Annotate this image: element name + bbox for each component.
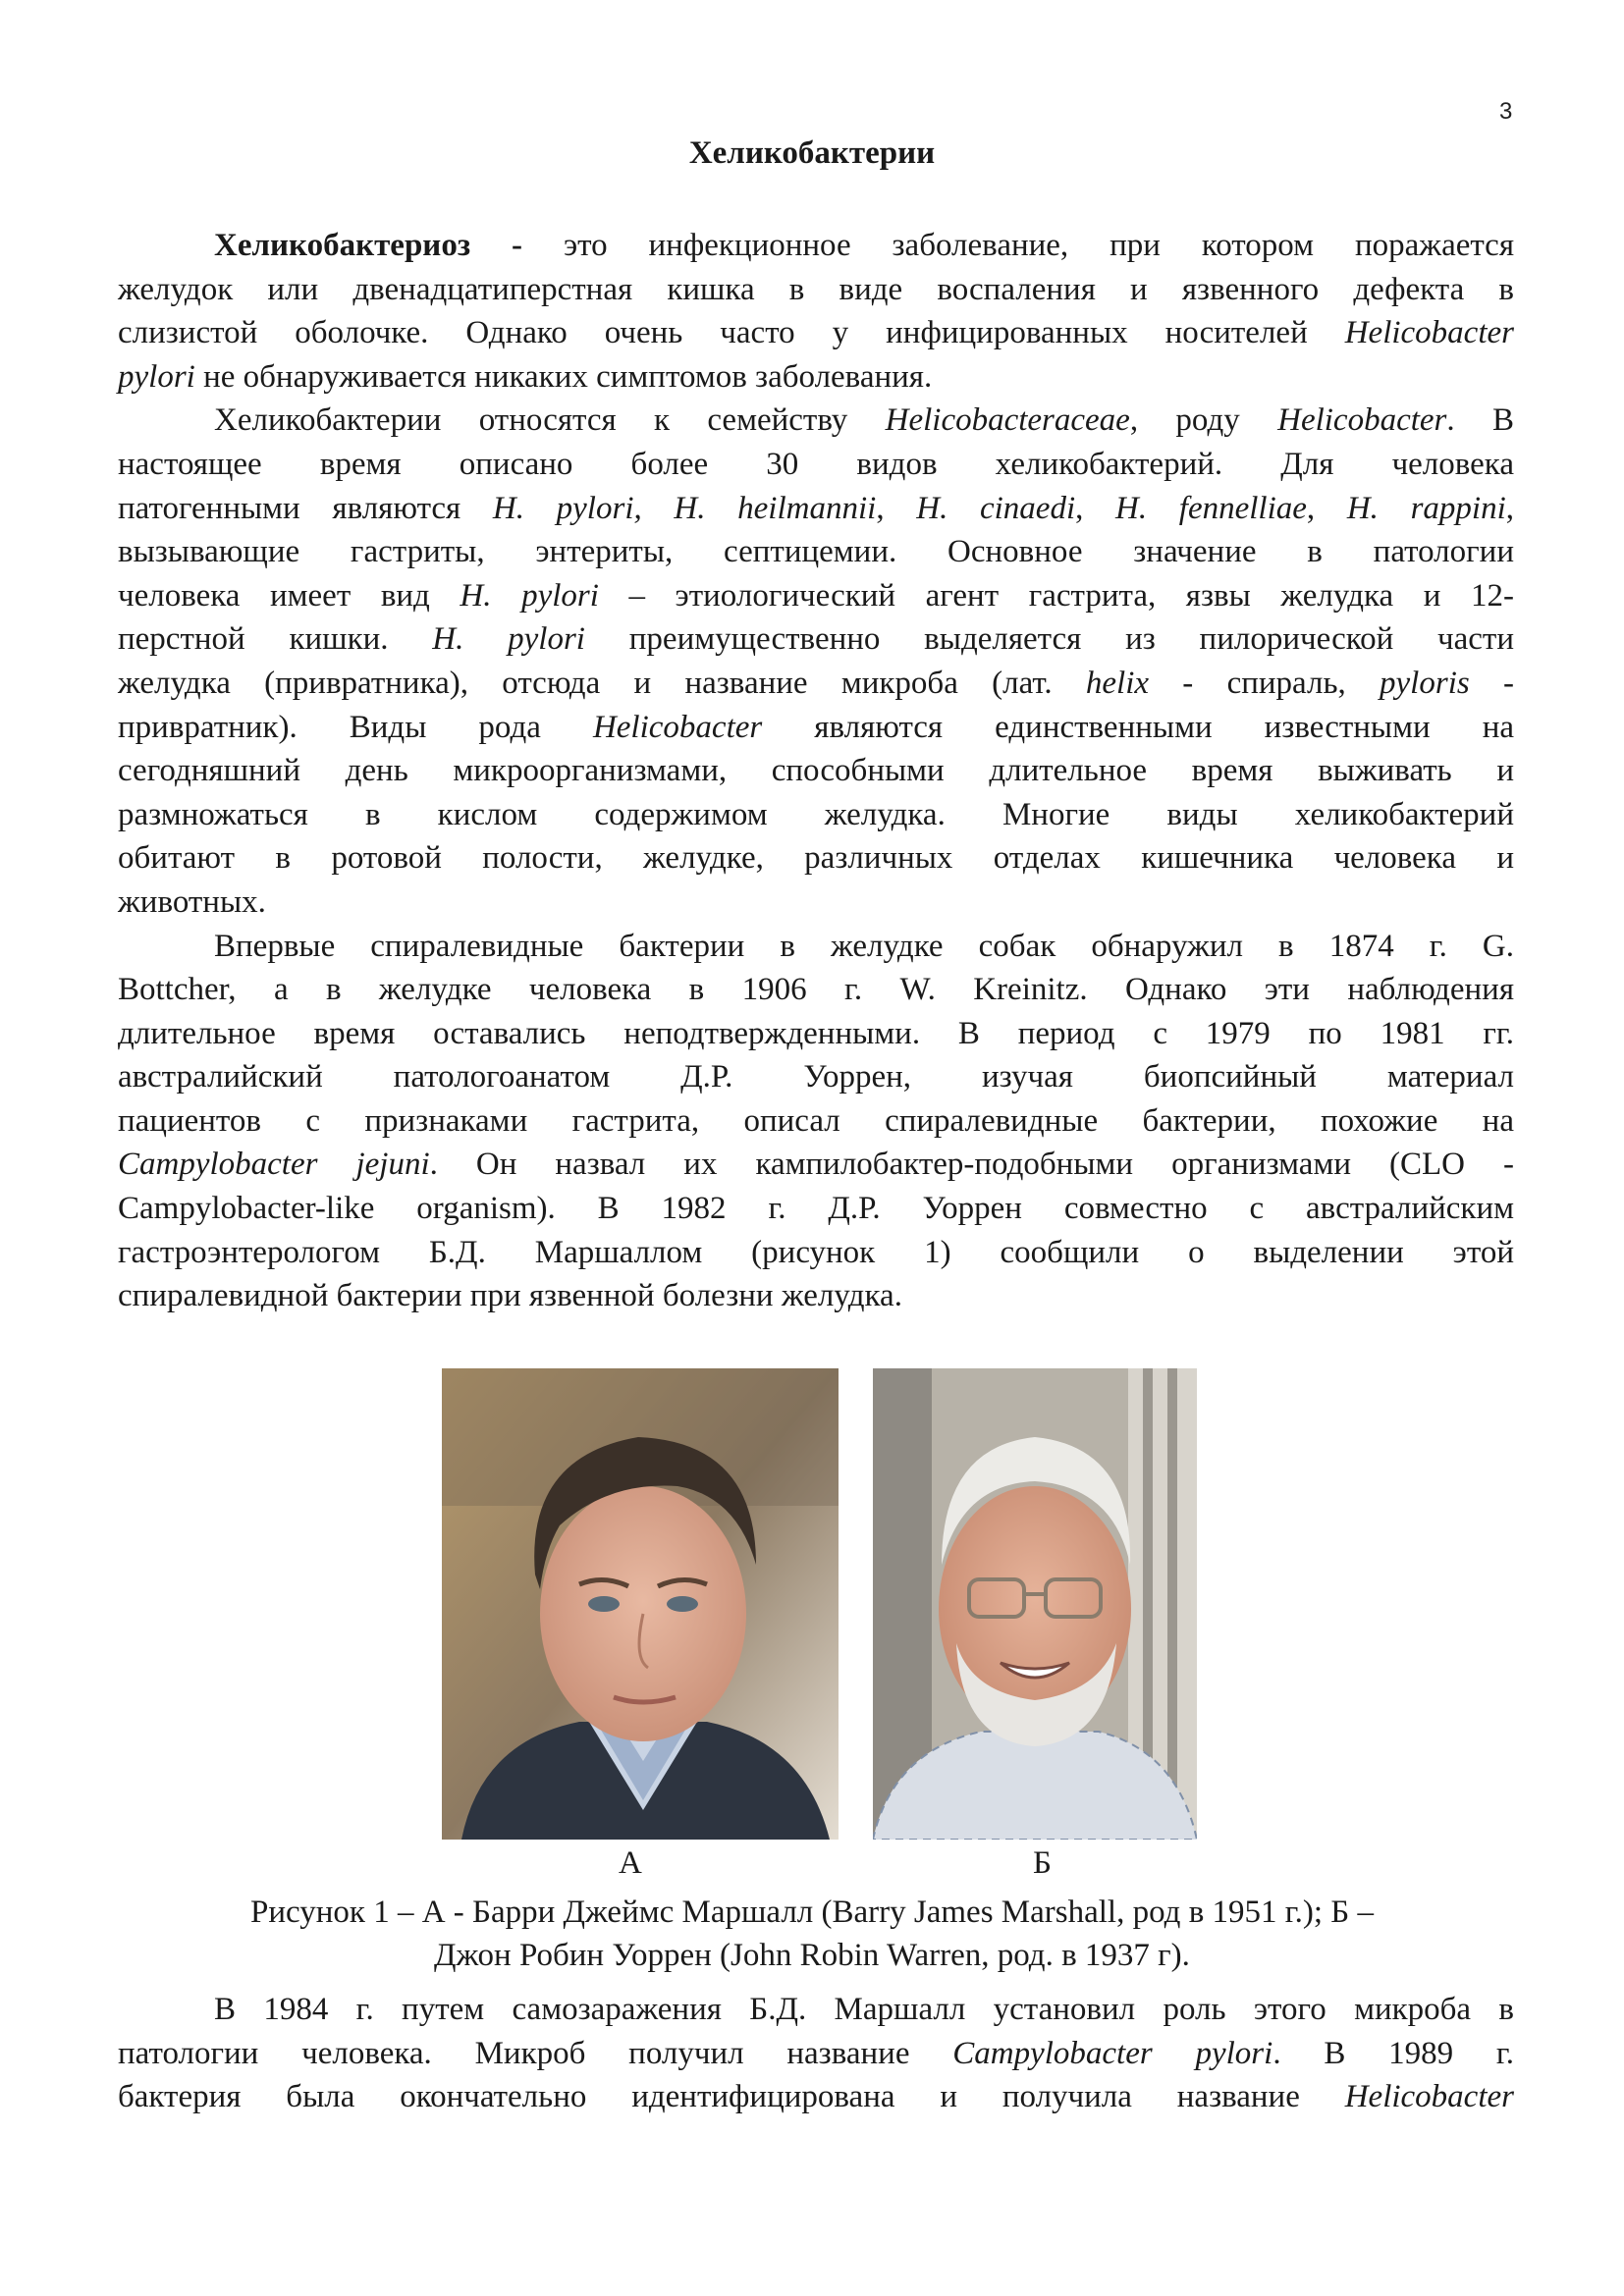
text-run: . В bbox=[1446, 402, 1514, 439]
text-run: животных. bbox=[118, 883, 266, 920]
text-run: - bbox=[1469, 665, 1514, 701]
text-run: - спираль, bbox=[1149, 665, 1380, 701]
text-run: не обнаруживается никаких симптомов заболевания. bbox=[194, 358, 933, 395]
text-run: сегодняшний день микроорганизмами, способными длительное время выживать и bbox=[118, 753, 1514, 789]
figure-caption-line: Джон Робин Уоррен (John Robin Warren, род. в 1937 г). bbox=[434, 1938, 1190, 1973]
latin-term: Campylobacter pylori bbox=[952, 2035, 1273, 2071]
text-line bbox=[118, 793, 1514, 837]
figure-caption bbox=[0, 1891, 1624, 1977]
latin-term: H. rappini bbox=[1346, 490, 1506, 526]
text-run: патологии человека. Микроб получил название bbox=[118, 2035, 953, 2071]
text-line bbox=[118, 836, 1514, 881]
latin-term: helix bbox=[1085, 665, 1150, 701]
text-run: , bbox=[1075, 490, 1116, 526]
text-run: , роду bbox=[1129, 402, 1278, 439]
text-run: – этиологический агент гастрита, язвы желудка и 12- bbox=[598, 577, 1514, 614]
text-run: человека имеет вид bbox=[118, 577, 460, 614]
text-run: гастроэнтерологом Б.Д. Маршаллом (рисунок 1) сообщили о выделении этой bbox=[118, 1234, 1514, 1270]
latin-term: H. pylori bbox=[432, 621, 585, 658]
text-line bbox=[118, 2075, 1514, 2119]
text-line bbox=[118, 487, 1514, 531]
page-title: Хеликобактерии bbox=[688, 135, 936, 171]
text-run: слизистой оболочке. Однако очень часто у инфицированных носителей bbox=[118, 315, 1345, 351]
text-line bbox=[118, 355, 1514, 400]
text-run: патогенными являются bbox=[118, 490, 493, 526]
text-line bbox=[118, 399, 1514, 443]
text-line bbox=[118, 1187, 1514, 1231]
latin-term: Helicobacteraceae bbox=[885, 402, 1130, 439]
text-run: , bbox=[1505, 490, 1515, 526]
latin-term: H. pylori bbox=[460, 577, 599, 614]
body-text-block-1 bbox=[118, 224, 1514, 1318]
text-run: Bottcher, а в желудке человека в 1906 г. W. Kreinitz. Однако эти наблюдения bbox=[118, 972, 1514, 1008]
text-line bbox=[118, 1012, 1514, 1056]
text-run: Впервые спиралевидные бактерии в желудке собак обнаружил в 1874 г. G. bbox=[214, 928, 1514, 964]
text-run: привратник). Виды рода bbox=[118, 709, 593, 745]
latin-term: pylori bbox=[118, 358, 195, 395]
photo-john-robin-warren bbox=[873, 1368, 1197, 1840]
body-text-block-2 bbox=[118, 1988, 1514, 2119]
text-run: , bbox=[876, 490, 917, 526]
text-run: обитают в ротовой полости, желудке, различных отделах кишечника человека и bbox=[118, 840, 1514, 877]
text-line bbox=[118, 530, 1514, 574]
latin-term: Campylobacter jejuni bbox=[118, 1147, 430, 1183]
text-run: В 1984 г. путем самозаражения Б.Д. Маршалл установил роль этого микроба в bbox=[214, 1992, 1514, 2027]
text-run: настоящее время описано более 30 видов хеликобактерий. Для человека bbox=[118, 446, 1514, 482]
text-run: желудок или двенадцатиперстная кишка в виде воспаления и язвенного дефекта в bbox=[118, 271, 1514, 307]
text-line bbox=[118, 311, 1514, 355]
text-line bbox=[118, 443, 1514, 487]
text-line bbox=[118, 1099, 1514, 1144]
latin-term: pyloris bbox=[1380, 665, 1470, 701]
text-line bbox=[118, 224, 1514, 268]
text-line bbox=[118, 706, 1514, 750]
text-line bbox=[118, 662, 1514, 706]
latin-term: Helicobacter bbox=[1277, 402, 1447, 439]
text-run: . В 1989 г. bbox=[1272, 2035, 1514, 2071]
text-line bbox=[118, 268, 1514, 312]
latin-term: H. fennelliae bbox=[1115, 490, 1307, 526]
latin-term: H. cinaedi bbox=[916, 490, 1076, 526]
figure-label-b: Б bbox=[1033, 1845, 1052, 1881]
text-line bbox=[118, 1988, 1514, 2032]
text-line bbox=[118, 968, 1514, 1012]
text-run: это инфекционное заболевание, при котором поражается bbox=[522, 228, 1515, 263]
figure-caption-line: Рисунок 1 – А - Барри Джеймс Маршалл (Barry James Marshall, род в 1951 г.); Б – bbox=[250, 1895, 1374, 1930]
latin-term: Helicobacter bbox=[592, 709, 763, 745]
text-line bbox=[118, 1231, 1514, 1275]
latin-term: Helicobacter bbox=[1344, 315, 1514, 351]
text-run: длительное время оставались неподтвержденными. В период с 1979 по 1981 гг. bbox=[118, 1015, 1514, 1051]
text-run: спиралевидной бактерии при язвенной болезни желудка. bbox=[118, 1278, 902, 1314]
latin-term: Helicobacter bbox=[1344, 2079, 1514, 2115]
text-run: размножаться в кислом содержимом желудка. Многие виды хеликобактерий bbox=[118, 796, 1514, 832]
text-line bbox=[118, 2032, 1514, 2076]
text-run: преимущественно выделяется из пилорической части bbox=[584, 621, 1514, 658]
figure-1 bbox=[0, 1368, 1624, 1918]
text-line bbox=[118, 1055, 1514, 1099]
text-run: пациентов с признаками гастрита, описал спиралевидные бактерии, похожие на bbox=[118, 1102, 1514, 1139]
figure-label-a: А bbox=[619, 1845, 642, 1881]
text-line bbox=[118, 749, 1514, 793]
text-run: . Он назвал их кампилобактер-подобными организмами (CLO - bbox=[429, 1147, 1514, 1183]
text-run: австралийский патологоанатом Д.Р. Уоррен, изучая биопсийный материал bbox=[118, 1059, 1514, 1095]
text-run: желудка (привратника), отсюда и название микроба (лат. bbox=[118, 665, 1086, 701]
text-line bbox=[118, 1143, 1514, 1187]
text-line bbox=[118, 881, 1514, 925]
text-run: Хеликобактерии относятся к семейству bbox=[214, 402, 886, 439]
text-run: Campylobacter-like organism). В 1982 г. Д.Р. Уоррен совместно с австралийским bbox=[118, 1191, 1514, 1227]
text-run: вызывающие гастриты, энтериты, септицемии. Основное значение в патологии bbox=[118, 534, 1514, 570]
text-line bbox=[118, 925, 1514, 969]
text-line bbox=[118, 617, 1514, 662]
text-line bbox=[118, 1274, 1514, 1318]
text-run: бактерия была окончательно идентифицирована и получила название bbox=[118, 2079, 1345, 2115]
text-line bbox=[118, 574, 1514, 618]
text-run: являются единственными известными на bbox=[762, 709, 1514, 745]
text-run: , bbox=[1306, 490, 1347, 526]
text-run: перстной кишки. bbox=[118, 621, 433, 658]
latin-term: H. pylori, H. heilmannii bbox=[492, 490, 877, 526]
page-number: 3 bbox=[1499, 98, 1513, 125]
photo-barry-marshall bbox=[442, 1368, 839, 1840]
term-bold: Хеликобактериоз - bbox=[214, 228, 523, 263]
